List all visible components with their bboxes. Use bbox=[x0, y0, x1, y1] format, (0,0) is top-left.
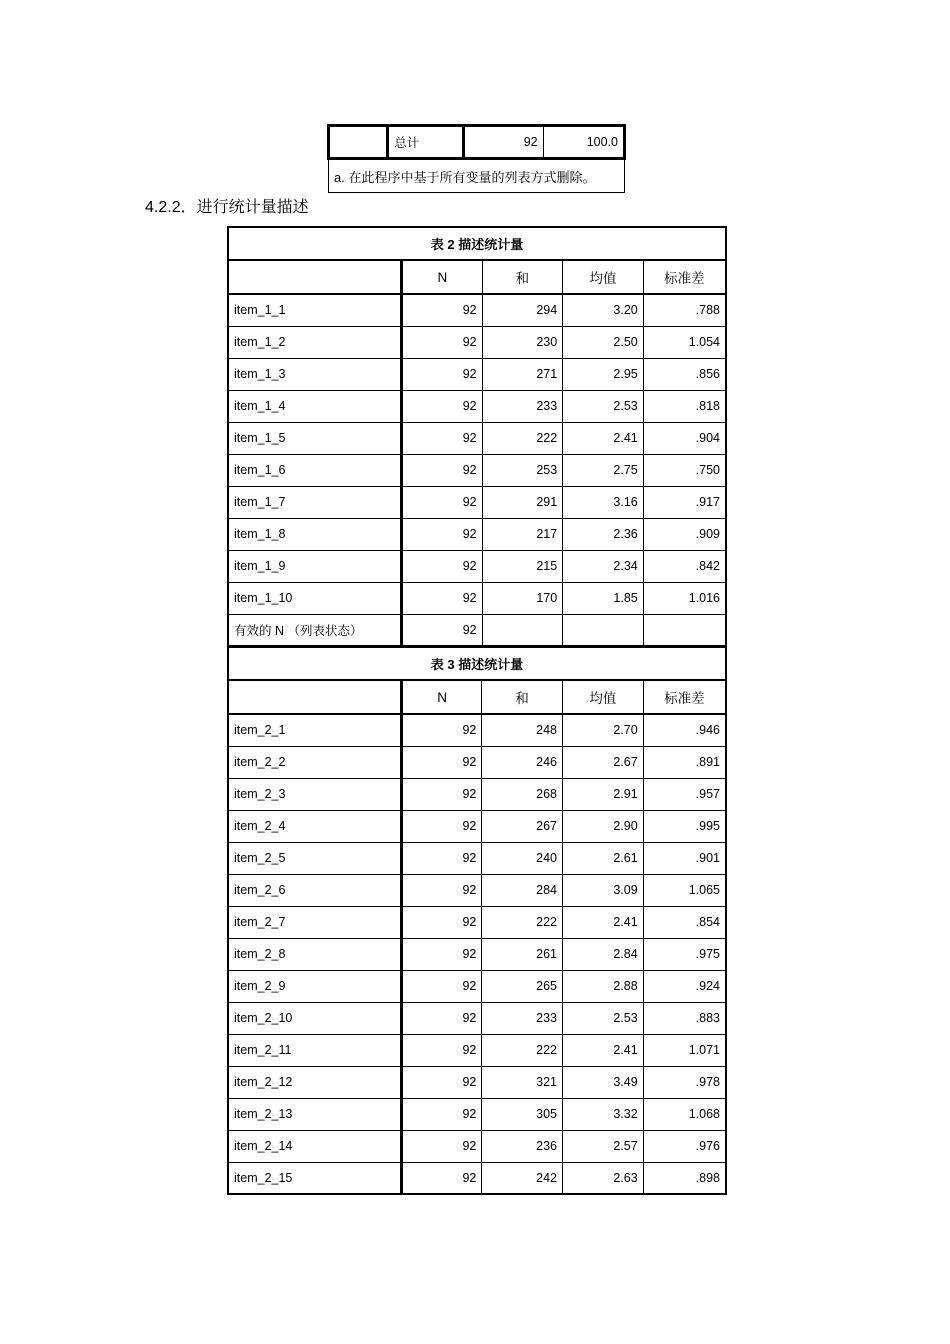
cell-sum: 217 bbox=[482, 518, 563, 550]
cell-std: .995 bbox=[643, 810, 726, 842]
table-title: 表 3 描述统计量 bbox=[228, 647, 726, 680]
cell-std: .976 bbox=[643, 1130, 726, 1162]
table-footnote-row bbox=[329, 159, 625, 193]
cell-std: .978 bbox=[643, 1066, 726, 1098]
table-row bbox=[228, 358, 726, 390]
cell-std: .909 bbox=[643, 518, 726, 550]
cell-sum: 242 bbox=[482, 1162, 563, 1194]
cell-sum: 222 bbox=[482, 1034, 563, 1066]
total-row bbox=[329, 126, 625, 159]
cell-sum: 222 bbox=[482, 422, 563, 454]
row-label: item_2_7 bbox=[228, 906, 401, 938]
descriptive-stats-table-3 bbox=[227, 646, 727, 1195]
cell-sum: 170 bbox=[482, 582, 563, 614]
cell-n: 92 bbox=[402, 518, 482, 550]
cell-sum: 236 bbox=[482, 1130, 563, 1162]
total-label: 总计 bbox=[388, 126, 463, 159]
cell-std: .957 bbox=[643, 778, 726, 810]
table-row bbox=[228, 486, 726, 518]
cell-std: .883 bbox=[643, 1002, 726, 1034]
header-mean: 均值 bbox=[563, 260, 644, 294]
cell-mean: 2.50 bbox=[563, 326, 644, 358]
table-row bbox=[228, 746, 726, 778]
cell-std: 1.054 bbox=[643, 326, 726, 358]
cell-n: 92 bbox=[402, 358, 482, 390]
cell-n: 92 bbox=[401, 746, 482, 778]
cell-n: 92 bbox=[401, 714, 482, 746]
cell-sum: 321 bbox=[482, 1066, 563, 1098]
table-row bbox=[228, 422, 726, 454]
table-row bbox=[228, 1130, 726, 1162]
row-label: item_1_7 bbox=[228, 486, 402, 518]
cell-std: .891 bbox=[643, 746, 726, 778]
cell-n: 92 bbox=[401, 1130, 482, 1162]
cell-std: .946 bbox=[643, 714, 726, 746]
cell-mean: 2.84 bbox=[563, 938, 644, 970]
row-label: item_1_9 bbox=[228, 550, 402, 582]
table-row bbox=[228, 518, 726, 550]
cell-n: 92 bbox=[402, 326, 482, 358]
cell-std: 1.016 bbox=[643, 582, 726, 614]
cell-n: 92 bbox=[402, 550, 482, 582]
cell-sum: 230 bbox=[482, 326, 563, 358]
cell-n: 92 bbox=[402, 422, 482, 454]
table-row bbox=[228, 970, 726, 1002]
row-label: item_2_15 bbox=[228, 1162, 401, 1194]
table-row bbox=[228, 454, 726, 486]
row-label: item_2_13 bbox=[228, 1098, 401, 1130]
cell-sum: 246 bbox=[482, 746, 563, 778]
table-row bbox=[228, 938, 726, 970]
cell-sum: 271 bbox=[482, 358, 563, 390]
cell-sum: 233 bbox=[482, 390, 563, 422]
cell-sum: 267 bbox=[482, 810, 563, 842]
table-header-row bbox=[228, 680, 726, 714]
row-label: 有效的 N （列表状态） bbox=[228, 614, 402, 646]
cell-std bbox=[643, 614, 726, 646]
empty-cell bbox=[329, 126, 388, 159]
cell-n: 92 bbox=[402, 582, 482, 614]
cell-std: .975 bbox=[643, 938, 726, 970]
table-row bbox=[228, 1034, 726, 1066]
cell-mean: 2.53 bbox=[563, 1002, 644, 1034]
cell-sum: 233 bbox=[482, 1002, 563, 1034]
cell-sum: 305 bbox=[482, 1098, 563, 1130]
cell-n: 92 bbox=[401, 842, 482, 874]
row-label: item_2_1 bbox=[228, 714, 401, 746]
cell-std: .854 bbox=[643, 906, 726, 938]
cell-n: 92 bbox=[401, 1034, 482, 1066]
table-row bbox=[228, 778, 726, 810]
cell-n: 92 bbox=[402, 390, 482, 422]
descriptive-stats-table-2 bbox=[227, 226, 727, 647]
cell-mean: 3.09 bbox=[563, 874, 644, 906]
table-row bbox=[228, 390, 726, 422]
cell-mean: 2.41 bbox=[563, 422, 644, 454]
header-std: 标准差 bbox=[643, 260, 726, 294]
cell-mean: 3.32 bbox=[563, 1098, 644, 1130]
table-row bbox=[228, 294, 726, 326]
total-percent: 100.0 bbox=[543, 126, 624, 159]
cell-mean: 2.34 bbox=[563, 550, 644, 582]
cell-mean: 2.91 bbox=[563, 778, 644, 810]
section-heading: 4.2.2．进行统计量描述 bbox=[145, 199, 309, 216]
table-title-row bbox=[228, 227, 726, 260]
cell-sum: 284 bbox=[482, 874, 563, 906]
cell-mean: 2.63 bbox=[563, 1162, 644, 1194]
cell-sum: 253 bbox=[482, 454, 563, 486]
cell-std: 1.071 bbox=[643, 1034, 726, 1066]
cell-std: .842 bbox=[643, 550, 726, 582]
cell-std: .750 bbox=[643, 454, 726, 486]
table-row bbox=[228, 842, 726, 874]
table-footnote: a. 在此程序中基于所有变量的列表方式删除。 bbox=[329, 159, 625, 193]
cell-mean: 3.20 bbox=[563, 294, 644, 326]
row-label: item_1_4 bbox=[228, 390, 402, 422]
cell-std: .898 bbox=[643, 1162, 726, 1194]
previous-table-fragment bbox=[327, 124, 626, 193]
row-label: item_2_12 bbox=[228, 1066, 401, 1098]
cell-sum bbox=[482, 614, 563, 646]
cell-sum: 248 bbox=[482, 714, 563, 746]
cell-sum: 265 bbox=[482, 970, 563, 1002]
table-title: 表 2 描述统计量 bbox=[228, 227, 726, 260]
cell-std: .788 bbox=[643, 294, 726, 326]
cell-mean: 1.85 bbox=[563, 582, 644, 614]
cell-n: 92 bbox=[401, 1098, 482, 1130]
cell-sum: 291 bbox=[482, 486, 563, 518]
row-label: item_1_6 bbox=[228, 454, 402, 486]
table-row bbox=[228, 1162, 726, 1194]
header-sum: 和 bbox=[482, 260, 563, 294]
table-row bbox=[228, 1098, 726, 1130]
row-label: item_2_8 bbox=[228, 938, 401, 970]
cell-n: 92 bbox=[401, 778, 482, 810]
cell-mean: 2.53 bbox=[563, 390, 644, 422]
cell-std: .901 bbox=[643, 842, 726, 874]
table-row bbox=[228, 614, 726, 646]
header-empty bbox=[228, 260, 402, 294]
cell-mean: 2.41 bbox=[563, 906, 644, 938]
cell-std: 1.068 bbox=[643, 1098, 726, 1130]
table-header-row bbox=[228, 260, 726, 294]
cell-mean: 3.16 bbox=[563, 486, 644, 518]
cell-n: 92 bbox=[402, 614, 482, 646]
row-label: item_2_14 bbox=[228, 1130, 401, 1162]
row-label: item_2_11 bbox=[228, 1034, 401, 1066]
cell-std: .904 bbox=[643, 422, 726, 454]
cell-sum: 215 bbox=[482, 550, 563, 582]
table-row bbox=[228, 874, 726, 906]
table-row bbox=[228, 714, 726, 746]
cell-mean: 2.57 bbox=[563, 1130, 644, 1162]
cell-mean: 2.41 bbox=[563, 1034, 644, 1066]
cell-std: .818 bbox=[643, 390, 726, 422]
header-n: N bbox=[401, 680, 482, 714]
row-label: item_1_10 bbox=[228, 582, 402, 614]
row-label: item_2_5 bbox=[228, 842, 401, 874]
header-sum: 和 bbox=[482, 680, 563, 714]
cell-sum: 294 bbox=[482, 294, 563, 326]
cell-n: 92 bbox=[401, 1002, 482, 1034]
cell-n: 92 bbox=[402, 454, 482, 486]
row-label: item_1_2 bbox=[228, 326, 402, 358]
cell-n: 92 bbox=[401, 1066, 482, 1098]
header-n: N bbox=[402, 260, 482, 294]
cell-mean: 2.70 bbox=[563, 714, 644, 746]
cell-n: 92 bbox=[401, 874, 482, 906]
cell-n: 92 bbox=[402, 486, 482, 518]
cell-n: 92 bbox=[401, 1162, 482, 1194]
row-label: item_1_5 bbox=[228, 422, 402, 454]
table-row bbox=[228, 550, 726, 582]
table-row bbox=[228, 906, 726, 938]
header-std: 标准差 bbox=[643, 680, 726, 714]
cell-n: 92 bbox=[401, 970, 482, 1002]
cell-mean: 2.75 bbox=[563, 454, 644, 486]
cell-sum: 222 bbox=[482, 906, 563, 938]
table-row bbox=[228, 1066, 726, 1098]
cell-sum: 240 bbox=[482, 842, 563, 874]
table-row bbox=[228, 810, 726, 842]
table-row bbox=[228, 1002, 726, 1034]
cell-std: .856 bbox=[643, 358, 726, 390]
table-title-row bbox=[228, 647, 726, 680]
row-label: item_2_2 bbox=[228, 746, 401, 778]
row-label: item_2_6 bbox=[228, 874, 401, 906]
row-label: item_1_1 bbox=[228, 294, 402, 326]
cell-mean: 2.61 bbox=[563, 842, 644, 874]
cell-std: .917 bbox=[643, 486, 726, 518]
cell-n: 92 bbox=[401, 938, 482, 970]
cell-n: 92 bbox=[401, 906, 482, 938]
row-label: item_2_4 bbox=[228, 810, 401, 842]
total-n: 92 bbox=[463, 126, 543, 159]
cell-mean bbox=[563, 614, 644, 646]
row-label: item_2_10 bbox=[228, 1002, 401, 1034]
header-mean: 均值 bbox=[563, 680, 644, 714]
row-label: item_2_9 bbox=[228, 970, 401, 1002]
cell-mean: 2.90 bbox=[563, 810, 644, 842]
table-row bbox=[228, 582, 726, 614]
cell-mean: 2.36 bbox=[563, 518, 644, 550]
row-label: item_2_3 bbox=[228, 778, 401, 810]
cell-mean: 2.95 bbox=[563, 358, 644, 390]
cell-std: 1.065 bbox=[643, 874, 726, 906]
header-empty bbox=[228, 680, 401, 714]
cell-mean: 3.49 bbox=[563, 1066, 644, 1098]
cell-mean: 2.88 bbox=[563, 970, 644, 1002]
cell-sum: 261 bbox=[482, 938, 563, 970]
cell-mean: 2.67 bbox=[563, 746, 644, 778]
row-label: item_1_8 bbox=[228, 518, 402, 550]
cell-std: .924 bbox=[643, 970, 726, 1002]
row-label: item_1_3 bbox=[228, 358, 402, 390]
cell-sum: 268 bbox=[482, 778, 563, 810]
table-row bbox=[228, 326, 726, 358]
cell-n: 92 bbox=[402, 294, 482, 326]
cell-n: 92 bbox=[401, 810, 482, 842]
